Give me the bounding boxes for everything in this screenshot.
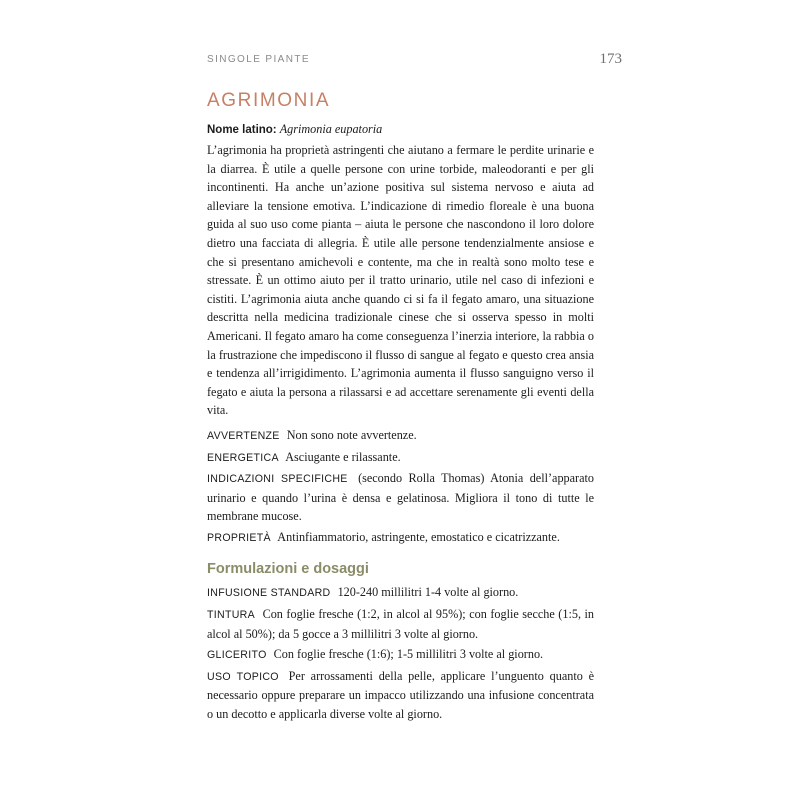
latin-name-label: Nome latino:	[207, 124, 277, 136]
entry-warnings	[207, 426, 594, 446]
entry-text: Asciugante e rilassante.	[285, 449, 401, 464]
entry-text: Con foglie fresche (1:6); 1-5 millilitri 3 volte al giorno.	[273, 647, 544, 662]
entry-label: GLICERITO	[207, 649, 267, 662]
entry-label: ENERGETICA	[207, 451, 279, 464]
entry-label: USO TOPICO	[207, 670, 279, 683]
entry-label: INDICAZIONI SPECIFICHE	[207, 473, 348, 486]
entry-text: Con foglie fresche (1:2, in alcol al 95%); con foglie secche (1:5, in alcol al 50%); da 5 gocce a 3 millilitri 3 volte al giorno.	[207, 607, 595, 641]
article-title: AGRIMONIA	[207, 90, 331, 111]
latin-name-value: Agrimonia eupatoria	[279, 122, 383, 136]
page-number: 173	[599, 51, 622, 67]
entry-text: 120-240 millilitri 1-4 volte al giorno.	[337, 585, 519, 600]
entry-properties	[207, 528, 594, 548]
entry-text: Antinfiammatorio, astringente, emostatico e cicatrizzante.	[277, 529, 560, 544]
entry-label: INFUSIONE STANDARD	[207, 587, 331, 600]
dosage-glycerite	[207, 645, 594, 665]
dosage-standard-infusion	[207, 583, 594, 603]
entry-label: TINTURA	[207, 609, 256, 622]
entry-label: PROPRIETÀ	[207, 531, 271, 544]
section-heading-dosage: Formulazioni e dosaggi	[207, 561, 369, 578]
dosage-tincture	[207, 605, 594, 643]
latin-name-line	[207, 121, 594, 139]
body-paragraph: L’agrimonia ha proprietà astringenti che aiutano a fermare le perdite urinarie e la diarrea. È utile a quelle persone con urine torbide, maleodoranti e per gli incontinenti. Ha anche un’azione positiva sul sistema nervoso e aiuta ad alleviare la tensione emotiva. L’indicazione di rimedio floreale è una buona guida al suo uso come pianta – aiuta le persone che nascondono il loro dolore dietro una facciata di allegria. È utile alle persone tendenzialmente ansiose e che si presentano amichevoli e contente, ma che in realtà sono molto tese e stressate. È un ottimo aiuto per il tratto urinario, utile nel caso di infezioni e cistiti. L’agrimonia aiuta anche quando ci si fa il fegato amaro, una situazione descritta nella medicina tradizionale cinese che si osserva spesso in molti Americani. Il fegato amaro ha come conseguenza l’inerzia interiore, la rabbia o la frustrazione che impediscono il flusso di sangue al fegato e questo crea ansia e tendenza all’irrigidimento. L’agrimonia aumenta il flusso sanguigno verso il fegato e aiuta la persona a rilassarsi e ad accettare serenamente gli eventi della vita.	[207, 143, 594, 418]
entry-energetics	[207, 448, 594, 468]
page-content	[207, 90, 594, 726]
dosage-topical-use	[207, 667, 594, 724]
entry-text: Per arrossamenti della pelle, applicare l’unguento quanto è necessario oppure preparare un impacco utilizzando una infusione concentrata o un decotto e applicarla diverse volte al giorno.	[207, 668, 594, 722]
entry-label: AVVERTENZE	[207, 429, 280, 442]
running-header: SINGOLE PIANTE	[207, 54, 310, 65]
entry-text: Non sono note avvertenze.	[286, 427, 417, 442]
entry-text: (secondo Rolla Thomas) Atonia dell’apparato urinario e quando l’urina è densa e gelatinosa. Migliora il tono di tutte le membrane mucose.	[207, 471, 594, 524]
entry-specific-indications	[207, 469, 594, 526]
